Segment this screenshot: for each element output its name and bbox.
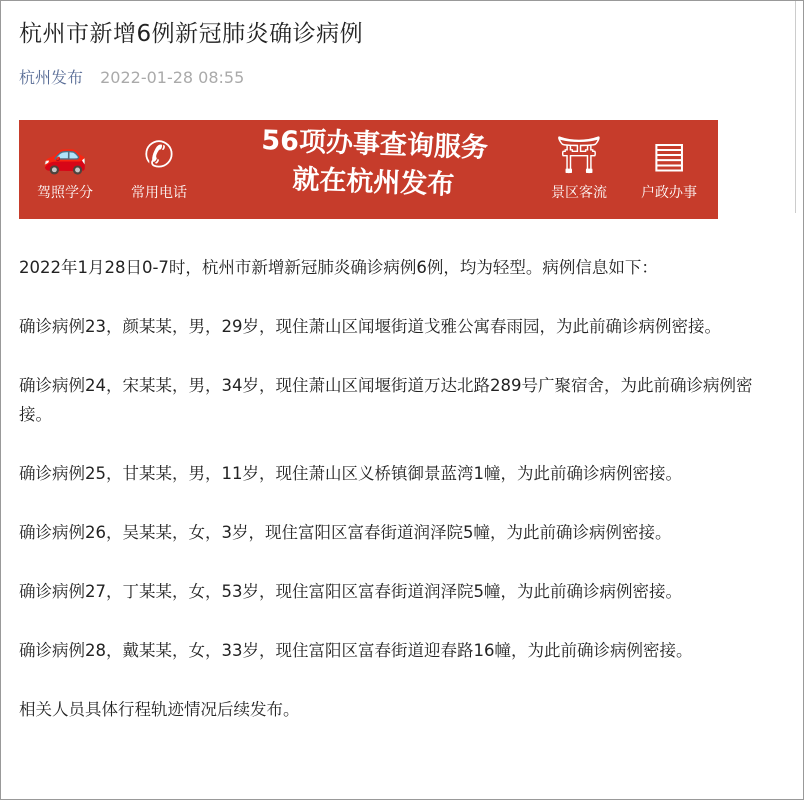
promo-banner[interactable] [19,120,718,219]
phone-icon: ✆ [143,135,175,176]
banner-item-driving[interactable] [25,130,105,202]
banner-item-household[interactable] [629,130,709,202]
car-icon: 🚗 [42,135,88,176]
article-meta [19,65,244,88]
notebook-icon: ▤ [651,135,686,176]
paragraph: 确诊病例25，甘某某，男，11岁，现住萧山区义桥镇御景蓝湾1幢，为此前确诊病例密接。 [19,464,682,483]
paragraph: 2022年1月28日0-7时，杭州市新增新冠肺炎确诊病例6例，均为轻型。病例信息如下： [19,258,658,277]
source-link[interactable]: 杭州发布 [19,68,84,87]
publish-time: 2022-01-28 08:55 [100,68,245,87]
slogan-line-2: 就在杭州发布 [291,164,455,201]
paragraph: 确诊病例27，丁某某，女，53岁，现住富阳区富春街道润泽院5幢，为此前确诊病例密接。 [19,582,682,601]
banner-item-scenic[interactable] [539,130,619,202]
banner-item-phone[interactable] [119,130,199,202]
paragraph: 确诊病例26，吴某某，女，3岁，现住富阳区富春街道润泽院5幢，为此前确诊病例密接。 [19,523,672,542]
paragraph: 确诊病例24，宋某某，男，34岁，现住萧山区闻堰街道万达北路289号广聚宿舍，为此前确诊病例密接。 [19,376,753,424]
paragraph: 确诊病例23，颜某某，男，29岁，现住萧山区闻堰街道戈雅公寓春雨园，为此前确诊病例密接。 [19,317,721,336]
pagoda-icon: ⛩ [556,135,602,176]
scrollbar[interactable] [795,1,796,213]
banner-item-label: 景区客流 [551,185,607,201]
article-body [19,253,779,754]
banner-slogan [228,121,520,207]
banner-item-label: 户政办事 [641,185,697,201]
paragraph: 相关人员具体行程轨迹情况后续发布。 [19,700,300,719]
paragraph: 确诊病例28，戴某某，女，33岁，现住富阳区富春街道迎春路16幢，为此前确诊病例密接。 [19,641,693,660]
banner-item-label: 驾照学分 [37,185,93,201]
article-title: 杭州市新增6例新冠肺炎确诊病例 [19,21,364,47]
slogan-line-1: 56项办事查询服务 [260,125,489,164]
banner-item-label: 常用电话 [131,185,187,201]
